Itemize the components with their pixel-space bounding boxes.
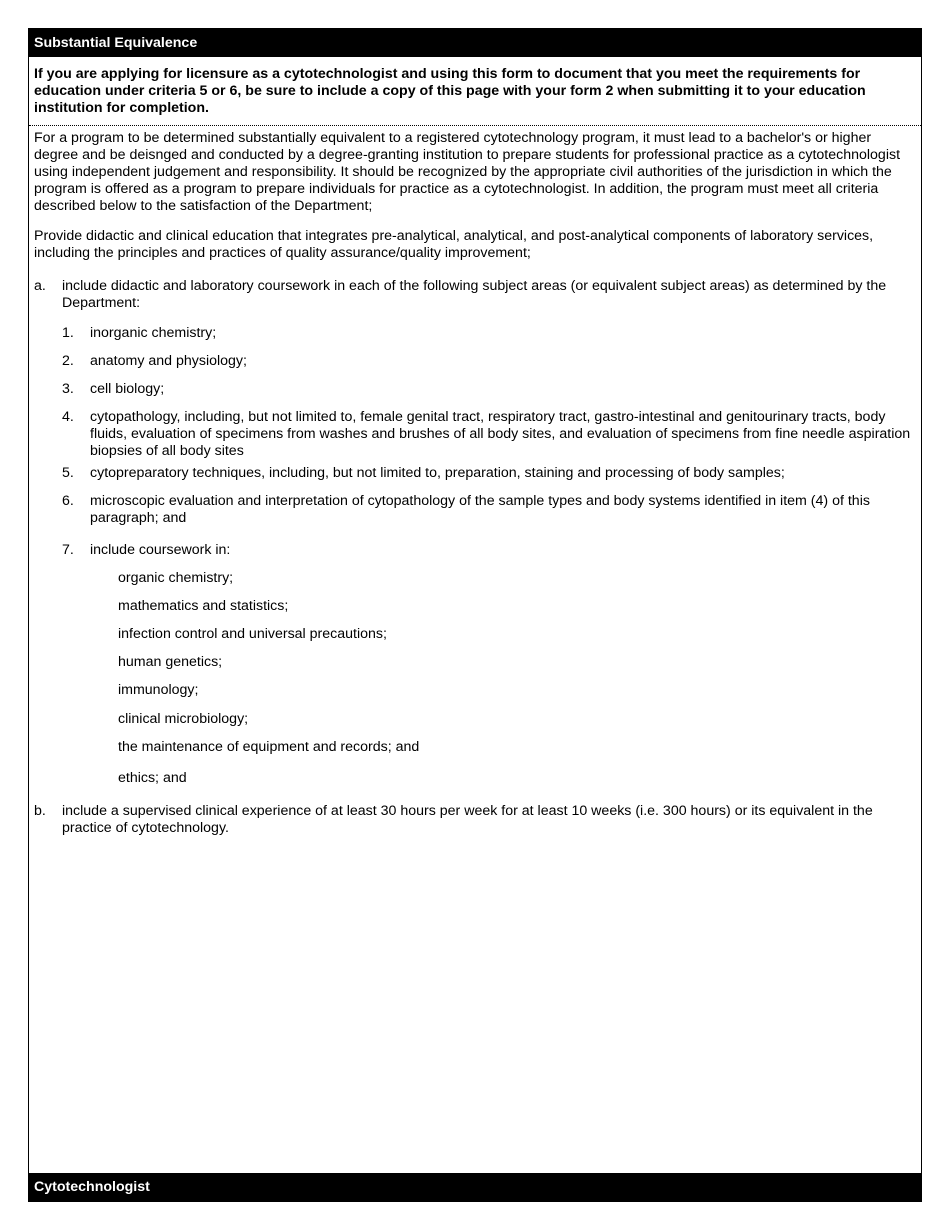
form-page <box>28 28 922 1202</box>
coursework-item: human genetics; <box>118 654 223 670</box>
item-a-label: a. <box>34 278 46 294</box>
list-item-number: 6. <box>62 493 74 509</box>
list-item-text: cytopreparatory techniques, including, but not limited to, preparation, staining and processing of body samples; <box>90 465 785 481</box>
item-a-text: include didactic and laboratory coursework in each of the following subject areas (or equivalent subject areas) as determined by the Department: <box>62 278 887 311</box>
list-item-number: 4. <box>62 409 74 425</box>
item-b-text: include a supervised clinical experience of at least 30 hours per week for at least 10 weeks (i.e. 300 hours) or its equivalent in the practice of cytotechnology. <box>62 803 873 836</box>
program-description-paragraph: For a program to be determined substantially equivalent to a registered cytotechnology program, it must lead to a bachelor's or higher degree and be deisnged and conducted by a degree-granting institution to prepare students for professional practice as a cytotechnologist using independent judgement and responsibility. It should be recognized by the appropriate civil authorities of the jurisdiction in which the program is offered as a program to prepare individuals for practice as a cytotechnologist. In addition, the program must meet all criteria described below to the satisfaction of the Department; <box>34 130 901 214</box>
item-b-label: b. <box>34 803 46 819</box>
list-item-text: anatomy and physiology; <box>90 353 247 369</box>
coursework-item: infection control and universal precautions; <box>118 626 387 642</box>
list-item-number: 1. <box>62 325 74 341</box>
list-item-text: include coursework in: <box>90 542 231 558</box>
list-item-text: cell biology; <box>90 381 165 397</box>
coursework-item: mathematics and statistics; <box>118 598 289 614</box>
list-item-text: cytopathology, including, but not limited to, female genital tract, respiratory tract, gastro-intestinal and genitourinary tracts, body fluids, evaluation of specimens from washes and brushes of all body sites, and evaluation of specimens from fine needle aspiration biopsies of all body sites <box>90 409 911 459</box>
list-item-number: 2. <box>62 353 74 369</box>
intro-notice: If you are applying for licensure as a cytotechnologist and using this form to document that you meet the requirements for education under criteria 5 or 6, be sure to include a copy of this page with your form 2 when submitting it to your education institution for completion. <box>34 66 866 116</box>
footer-title: Cytotechnologist <box>29 1173 921 1201</box>
list-item-number: 3. <box>62 381 74 397</box>
list-item-text: microscopic evaluation and interpretation of cytopathology of the sample types and body systems identified in item (4) of this paragraph; and <box>90 493 870 526</box>
coursework-item: the maintenance of equipment and records; and <box>118 739 420 755</box>
section-header: Substantial Equivalence <box>29 29 921 57</box>
didactic-clinical-paragraph: Provide didactic and clinical education that integrates pre-analytical, analytical, and post-analytical components of laboratory services, including the principles and practices of quality assurance/quality improvement; <box>34 228 874 261</box>
coursework-item: immunology; <box>118 682 199 698</box>
coursework-item: clinical microbiology; <box>118 711 249 727</box>
coursework-item: organic chemistry; <box>118 570 234 586</box>
list-item-text: inorganic chemistry; <box>90 325 217 341</box>
divider <box>29 125 921 126</box>
coursework-item: ethics; and <box>118 770 187 786</box>
list-item-number: 5. <box>62 465 74 481</box>
list-item-number: 7. <box>62 542 74 558</box>
